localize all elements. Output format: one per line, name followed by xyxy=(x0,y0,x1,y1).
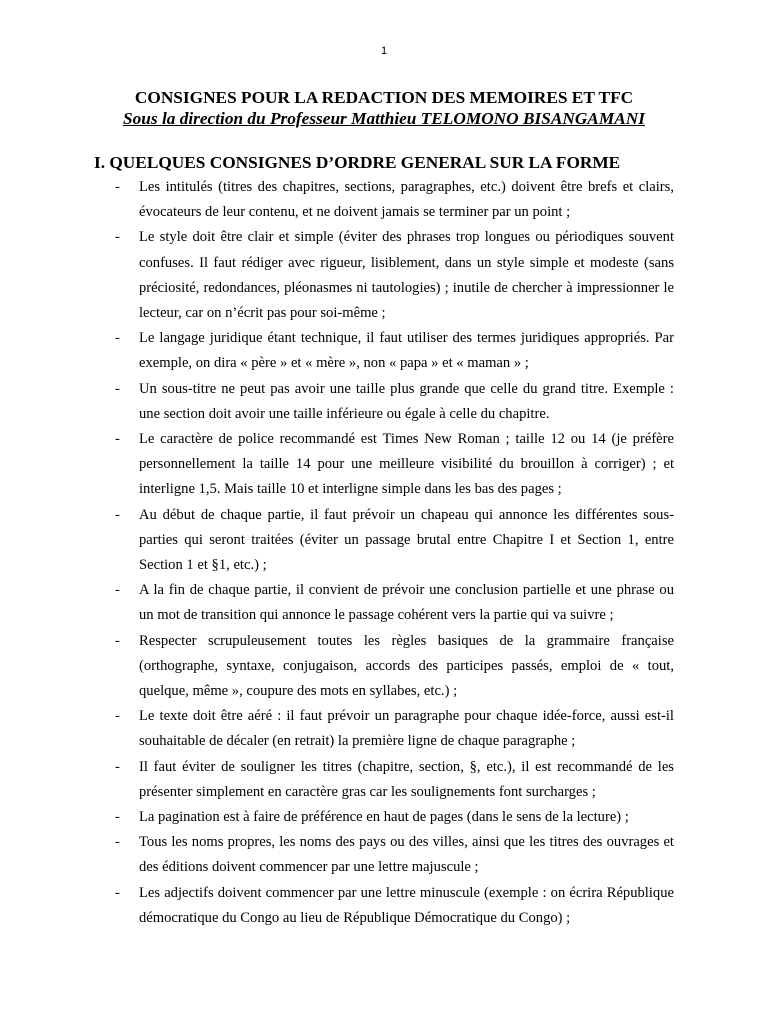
list-item-text: A la fin de chaque partie, il convient de prévoir une conclusion partielle et une phrase ou un mot de transition qui annonce le passage cohérent vers la partie qui va suivre ; xyxy=(139,582,674,624)
list-item xyxy=(0,175,674,225)
list-bullet: - xyxy=(115,632,120,649)
list-item xyxy=(0,755,674,805)
list-item xyxy=(0,704,674,754)
list-bullet: - xyxy=(115,582,120,599)
list-bullet: - xyxy=(115,758,120,775)
list-item xyxy=(0,805,674,830)
list-item-text: Les intitulés (titres des chapitres, sections, paragraphes, etc.) doivent être brefs et clairs, évocateurs de leur contenu, et ne doivent jamais se terminer par un point ; xyxy=(139,179,674,221)
list-item xyxy=(0,629,674,705)
list-item xyxy=(0,225,674,326)
list-bullet: - xyxy=(115,431,120,448)
list-item-text: Respecter scrupuleusement toutes les règles basiques de la grammaire française (orthographe, syntaxe, conjugaison, accords des participes passés, emploi de « tout, quelque, même », coupure des mots en syllabes, etc.) ; xyxy=(139,632,674,700)
list-bullet: - xyxy=(115,809,120,826)
list-bullet: - xyxy=(115,708,120,725)
list-item xyxy=(0,578,674,628)
list-item-text: Le style doit être clair et simple (éviter des phrases trop longues ou périodiques souvent confuses. Il faut rédiger avec rigueur, lisiblement, dans un style simple et modeste (sans préciosité, redondances, pléonasmes ni tautologies) ; inutile de chercher à impressionner le lecteur, car on n’écrit pas pour soi-même ; xyxy=(139,229,674,322)
list-bullet: - xyxy=(115,330,120,347)
document-title: CONSIGNES POUR LA REDACTION DES MEMOIRES ET TFC xyxy=(134,88,634,107)
list-item-text: Il faut éviter de souligner les titres (chapitre, section, §, etc.), il est recommandé de les présenter simplement en caractère gras car les soulignements font surcharges ; xyxy=(139,758,674,800)
list-item xyxy=(0,503,674,579)
list-bullet: - xyxy=(115,834,120,851)
list-bullet: - xyxy=(115,506,120,523)
list-bullet: - xyxy=(115,380,120,397)
list-bullet: - xyxy=(115,229,120,246)
list-item-text: Le caractère de police recommandé est Times New Roman ; taille 12 ou 14 (je préfère personnellement la taille 14 pour une meilleure visibilité du brouillon à corriger) ; et interligne 1,5. Mais taille 10 et interligne simple dans les bas des pages ; xyxy=(139,431,674,498)
list-item-text: Les adjectifs doivent commencer par une lettre minuscule (exemple : on écrira République démocratique du Congo au lieu de République Démocratique du Congo) ; xyxy=(139,884,674,926)
list-bullet: - xyxy=(115,179,120,195)
list-item xyxy=(0,881,674,931)
list-item xyxy=(0,377,674,427)
list-bullet: - xyxy=(115,884,120,901)
list-item-text: Au début de chaque partie, il faut prévoir un chapeau qui annonce les différentes sous-parties qui seront traitées (éviter un passage brutal entre Chapitre I et Section 1, entre Section 1 et §1, etc.) ; xyxy=(139,506,674,574)
list-item xyxy=(0,830,674,880)
page-number: 1 xyxy=(380,45,388,57)
list-item-text: Tous les noms propres, les noms des pays ou des villes, ainsi que les titres des ouvrages et des éditions doivent commencer par une lettre majuscule ; xyxy=(139,834,674,876)
rules-list xyxy=(0,175,768,931)
list-item-text: Le texte doit être aéré : il faut prévoir un paragraphe pour chaque idée-force, aussi est-il souhaitable de décaler (en retrait) la première ligne de chaque paragraphe ; xyxy=(139,708,674,750)
list-item-text: La pagination est à faire de préférence en haut de pages (dans le sens de la lecture) ; xyxy=(139,809,629,826)
list-item xyxy=(0,326,674,376)
document-subtitle: Sous la direction du Professeur Matthieu TELOMONO BISANGAMANI xyxy=(123,109,645,128)
list-item-text: Le langage juridique étant technique, il faut utiliser des termes juridiques appropriés. Par exemple, on dira « père » et « mère », non « papa » et « maman » ; xyxy=(139,330,674,372)
section-heading: I. QUELQUES CONSIGNES D’ORDRE GENERAL SUR LA FORME xyxy=(94,153,621,172)
list-item-text: Un sous-titre ne peut pas avoir une taille plus grande que celle du grand titre. Exemple : une section doit avoir une taille inférieure ou égale à celle du chapitre. xyxy=(139,380,674,422)
list-item xyxy=(0,427,674,503)
